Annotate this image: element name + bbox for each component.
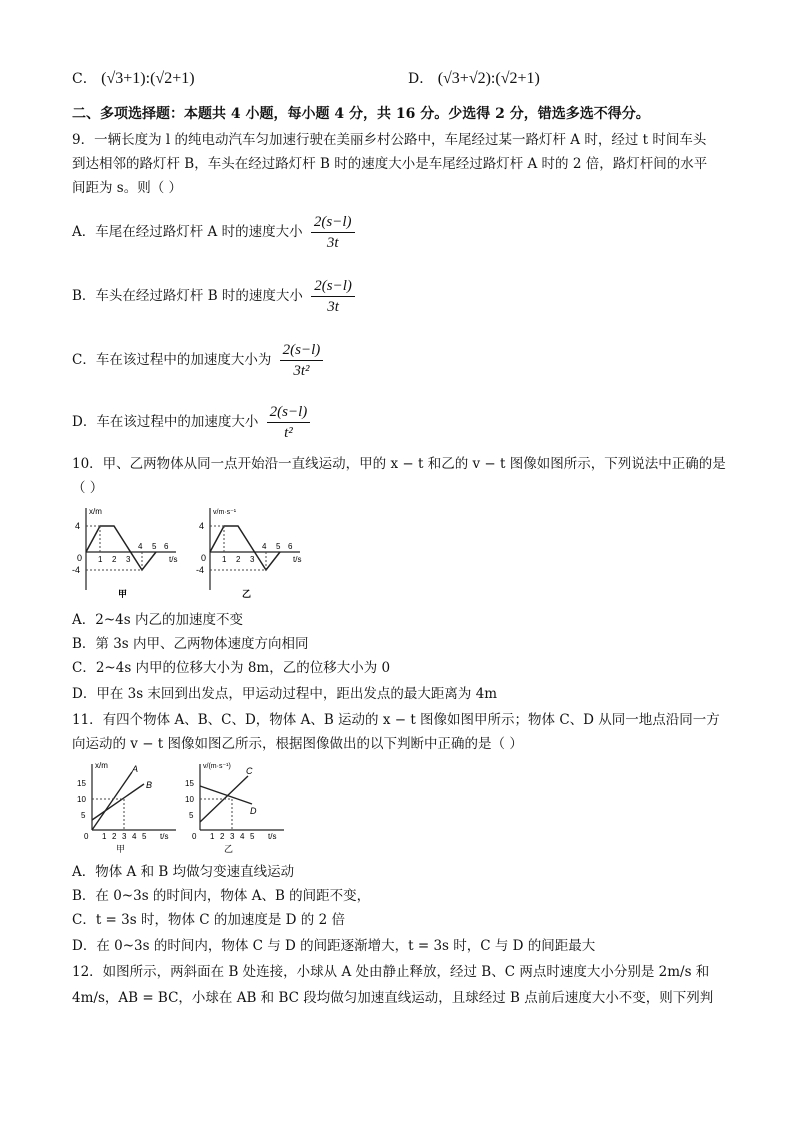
q11-figure-yi	[180, 758, 290, 858]
q10-yi-tick-neg4: -4	[196, 565, 205, 575]
q11-jia-xtick: 1	[102, 832, 107, 841]
q11-yi-ylabel: v/(m·s⁻¹)	[203, 763, 231, 770]
q9-option-b-fraction	[311, 276, 355, 317]
q11-jia-xtick: 3	[122, 832, 127, 841]
q10-jia-xtick: 6	[164, 542, 169, 551]
q11-jia-ytick: 15	[77, 779, 86, 788]
q10-yi-caption: 乙	[242, 589, 252, 599]
q10-option-a: A．2~4s 内乙的加速度不变	[72, 612, 243, 628]
q10-yi-xtick: 6	[288, 542, 293, 551]
q9-option-d-fraction	[267, 402, 311, 443]
q10-jia-caption: 甲	[118, 589, 128, 599]
q10-stem-line2: （ ）	[72, 480, 104, 496]
q9-option-d	[72, 402, 310, 443]
q11-yi-xtick: 4	[240, 832, 245, 841]
q9-stem-line1: 9．一辆长度为 l 的纯电动汽车匀加速行驶在美丽乡村公路中，车尾经过某一路灯杆 A 时，经过 t 时间车头	[72, 132, 707, 148]
q9-stem-line2: 到达相邻的路灯杆 B，车头在经过路灯杆 B 时的速度大小是车尾经过路灯杆 A 时的 2 倍，路灯杆间的水平	[72, 156, 708, 172]
q10-jia-tick-neg4: -4	[72, 565, 81, 575]
q10-yi-xtick: 1	[222, 555, 227, 564]
q12-stem-line2: 4m/s，AB = BC，小球在 AB 和 BC 段均做匀加速直线运动，且球经过 B 点前后速度大小不变，则下列判	[72, 990, 714, 1006]
q11-yi-ytick: 10	[185, 795, 194, 804]
q9-option-a	[72, 212, 355, 253]
q11-line-a-label: A	[132, 764, 139, 774]
q11-jia-xlabel: t/s	[160, 832, 169, 841]
q10-yi-xtick: 4	[262, 542, 267, 551]
q11-yi-ytick: 15	[185, 779, 194, 788]
q10-jia-tick-0: 0	[77, 553, 83, 563]
q11-option-b: B．在 0~3s 的时间内，物体 A、B 的间距不变，	[72, 888, 371, 904]
q11-figure-jia	[72, 758, 182, 858]
q10-option-d: D．甲在 3s 末回到出发点，甲运动过程中，距出发点的最大距离为 4m	[72, 686, 498, 702]
q11-jia-xtick: 5	[142, 832, 147, 841]
q11-yi-xtick: 5	[250, 832, 255, 841]
q10-option-b: B．第 3s 内甲、乙两物体速度方向相同	[72, 636, 309, 652]
q9-option-d-text: D．车在该过程中的加速度大小	[72, 414, 259, 430]
q11-jia-xtick: 2	[112, 832, 117, 841]
q9-option-c-numerator: 2(s−l)	[280, 340, 324, 361]
q11-yi-origin: 0	[192, 832, 197, 841]
q9-option-a-fraction	[311, 212, 355, 253]
q10-figure-yi	[196, 500, 306, 600]
q9-option-c	[72, 340, 323, 381]
q10-jia-xtick: 1	[98, 555, 103, 564]
q11-jia-origin: 0	[84, 832, 89, 841]
q9-option-d-denominator: t²	[284, 425, 293, 441]
q9-option-b-numerator: 2(s−l)	[311, 276, 355, 297]
q11-yi-xlabel: t/s	[268, 832, 277, 841]
option-c-expression: (√3+1):(√2+1)	[101, 70, 195, 87]
q10-jia-xtick: 4	[138, 542, 143, 551]
q9-option-d-numerator: 2(s−l)	[267, 402, 311, 423]
q10-jia-xtick: 5	[152, 542, 157, 551]
option-d-expression: (√3+√2):(√2+1)	[437, 70, 540, 87]
q11-option-c: C．t = 3s 时，物体 C 的加速度是 D 的 2 倍	[72, 912, 345, 928]
q11-line-d-label: D	[250, 806, 257, 816]
q11-option-d: D．在 0~3s 的时间内，物体 C 与 D 的间距逐渐增大，t = 3s 时，C 与 D 的间距最大	[72, 938, 596, 954]
q9-option-a-text: A．车尾在经过路灯杆 A 时的速度大小	[72, 224, 303, 240]
q9-option-c-denominator: 3t²	[293, 363, 310, 379]
q10-stem-line1: 10．甲、乙两物体从同一点开始沿一直线运动，甲的 x − t 和乙的 v − t 图像如图所示，下列说法中正确的是	[72, 456, 726, 472]
q9-option-a-denominator: 3t	[326, 235, 339, 251]
section-header: 二、多项选择题：本题共 4 小题，每小题 4 分，共 16 分。少选得 2 分，错选多选不得分。	[72, 106, 650, 122]
q11-jia-caption: 甲	[116, 844, 126, 854]
q10-yi-ylabel: v/m·s⁻¹	[213, 509, 237, 516]
q9-stem-line3: 间距为 s。则（ ）	[72, 180, 183, 196]
q11-stem-line1: 11．有四个物体 A、B、C、D，物体 A、B 运动的 x − t 图像如图甲所示；物体 C、D 从同一地点沿同一方	[72, 712, 720, 728]
option-c-top	[72, 68, 195, 88]
q11-yi-xtick: 2	[220, 832, 225, 841]
q9-option-c-fraction	[280, 340, 324, 381]
q10-yi-tick-0: 0	[201, 553, 207, 563]
q9-option-b-text: B．车头在经过路灯杆 B 时的速度大小	[72, 288, 303, 304]
option-c-label: C．	[72, 71, 97, 87]
q10-yi-xtick: 5	[276, 542, 281, 551]
q11-line-b-label: B	[146, 780, 153, 790]
q10-yi-tick-4: 4	[199, 521, 205, 531]
q12-stem-line1: 12．如图所示，两斜面在 B 处连接，小球从 A 处由静止释放，经过 B、C 两点时速度大小分别是 2m/s 和	[72, 964, 710, 980]
q10-jia-tick-4: 4	[75, 521, 81, 531]
q10-jia-xtick: 2	[112, 555, 117, 564]
q10-yi-xtick: 3	[250, 555, 255, 564]
q11-stem-line2: 向运动的 v − t 图像如图乙所示，根据图像做出的以下判断中正确的是（ ）	[72, 736, 523, 752]
q9-option-b-denominator: 3t	[327, 299, 339, 315]
q11-jia-ytick: 10	[77, 795, 86, 804]
q10-jia-xtick: 3	[126, 555, 131, 564]
q10-yi-xlabel: t/s	[293, 555, 302, 564]
q9-option-c-text: C．车在该过程中的加速度大小为	[72, 352, 272, 368]
q11-line-c-label: C	[246, 766, 253, 776]
q11-jia-ylabel: x/m	[95, 761, 108, 770]
q11-yi-ytick: 5	[189, 811, 194, 820]
q11-jia-ytick: 5	[81, 811, 86, 820]
q10-figure-jia	[72, 500, 182, 600]
q11-yi-xtick: 3	[230, 832, 235, 841]
q9-option-a-numerator: 2(s−l)	[311, 212, 355, 233]
q10-yi-xtick: 2	[236, 555, 241, 564]
option-d-label: D．	[408, 71, 434, 87]
option-d-top	[408, 68, 540, 88]
q11-option-a: A．物体 A 和 B 均做匀变速直线运动	[72, 864, 295, 880]
q11-yi-xtick: 1	[210, 832, 215, 841]
q10-jia-xlabel: t/s	[169, 555, 178, 564]
q11-jia-xtick: 4	[132, 832, 137, 841]
q10-jia-ylabel: x/m	[89, 507, 102, 516]
q9-option-b	[72, 276, 355, 317]
q10-option-c: C．2~4s 内甲的位移大小为 8m，乙的位移大小为 0	[72, 660, 391, 676]
q11-yi-caption: 乙	[224, 844, 234, 854]
